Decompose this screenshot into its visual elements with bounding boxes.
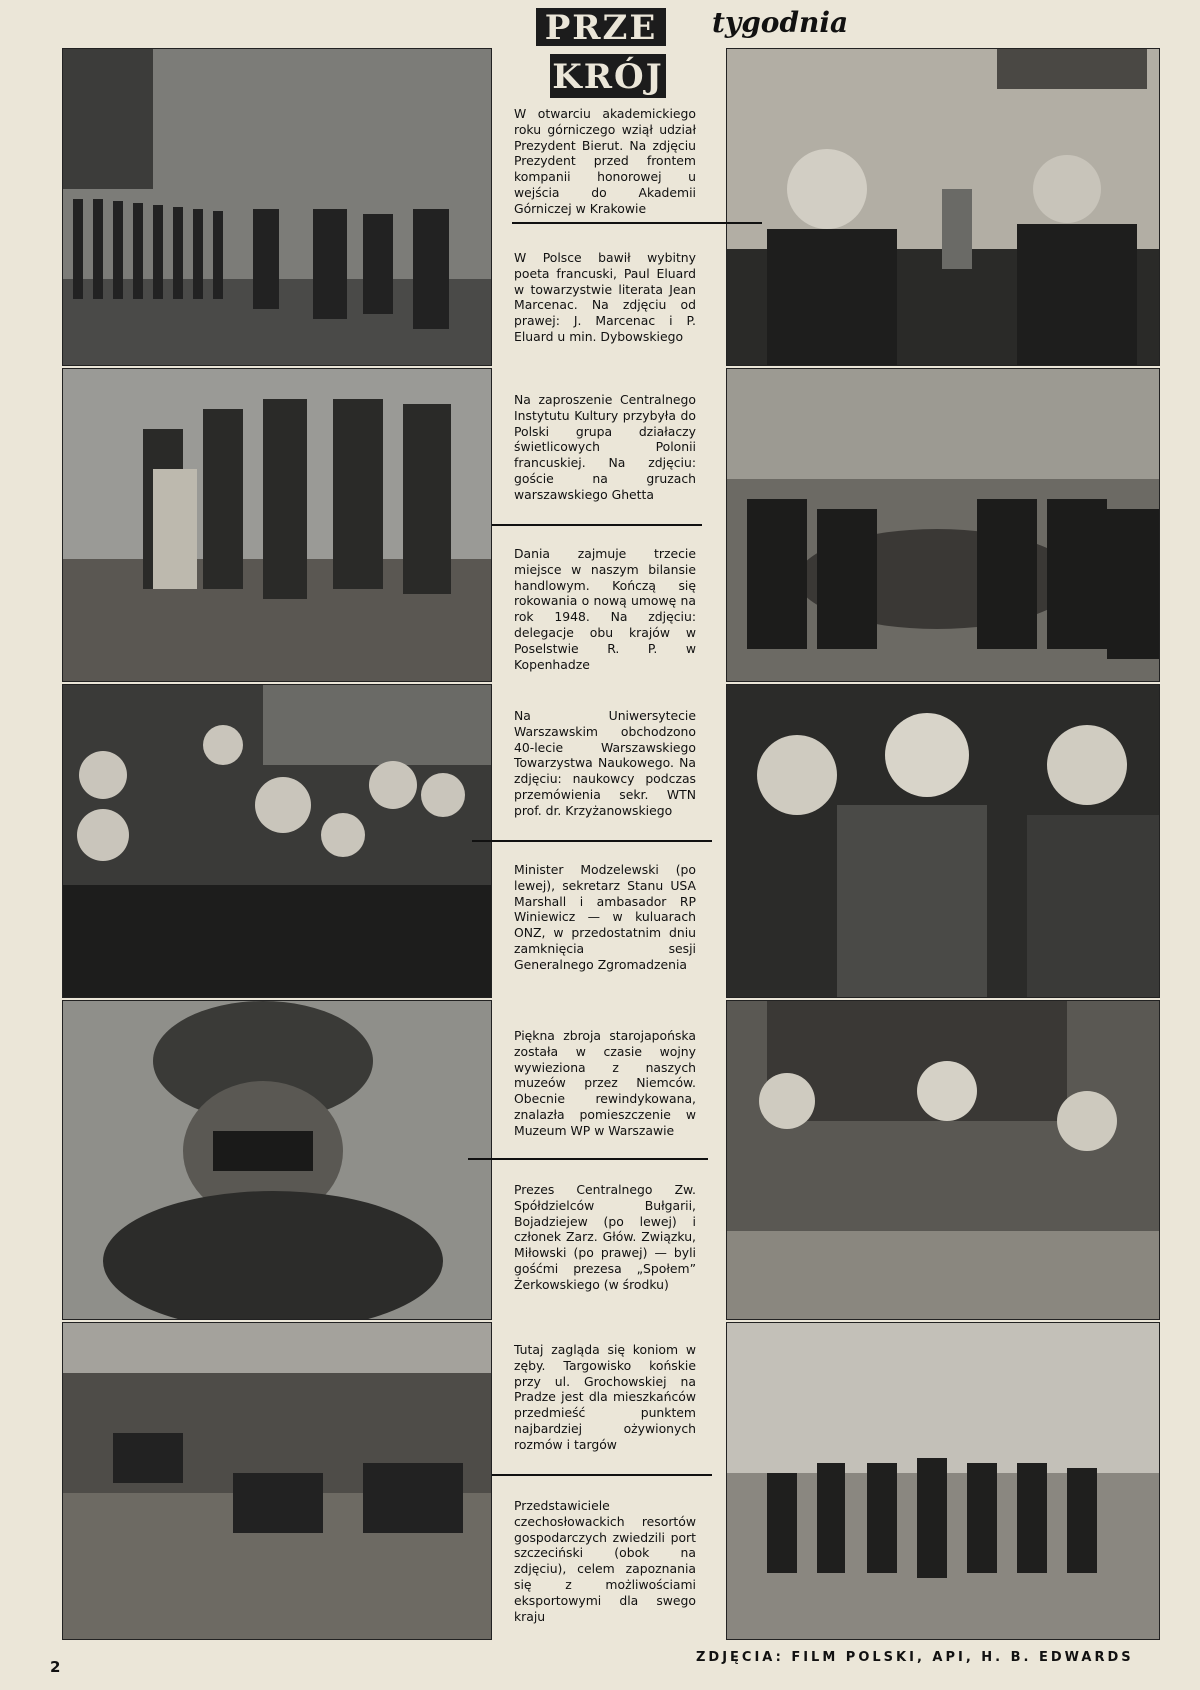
masthead-title: tygodnia: [712, 6, 849, 39]
caption-dania: Dania zajmuje trzecie miejsce w naszym bilansie handlowym. Kończą się rokowania o nową umowę na rok 1948. Na zdjęciu: delegacje obu krajów w Poselstwie R. P. w Kopenhadze: [514, 546, 696, 672]
separator-rule: [492, 1474, 712, 1476]
photo-horse-market: [62, 1322, 492, 1640]
separator-rule: [472, 840, 712, 842]
caption-szczecin: Przedstawiciele czechosłowackich resortów gospodarczych zwiedzili port szczeciński (obok na zdjęciu), celem zapoznania się z możliwościami eksportowymi dla swego kraju: [514, 1498, 696, 1624]
caption-polonia: Na zaproszenie Centralnego Instytutu Kultury przybyła do Polski grupa działaczy świetlicowych Polonii francuskiej. Na zdjęciu: goście na gruzach warszawskiego Ghetta: [514, 392, 696, 502]
page-number: 2: [50, 1658, 61, 1676]
separator-rule: [468, 1158, 708, 1160]
logo-bottom: KRÓJ: [550, 54, 666, 98]
caption-zbroja: Piękna zbroja starojapońska została w czasie wojny wywieziona z naszych muzeów przez Niemców. Obecnie rewindykowana, znalazła pomieszczenie w Muzeum WP w Warszawie: [514, 1028, 696, 1138]
photo-warsaw-ghetto-ruins: [62, 368, 492, 682]
caption-targowisko: Tutaj zagląda się koniom w zęby. Targowisko końskie przy ul. Grochowskiej na Pradze jest dla mieszkańców przedmieść punktem najbardziej ożywionych rozmów i targów: [514, 1342, 696, 1452]
photo-honor-guard: [62, 48, 492, 366]
photo-spolem-meeting: [726, 1000, 1160, 1320]
photo-credits: ZDJĘCIA: FILM POLSKI, API, H. B. EDWARDS: [696, 1650, 1134, 1665]
logo-top: PRZE: [536, 8, 666, 46]
caption-bierut: W otwarciu akademickiego roku górniczego wziął udział Prezydent Bierut. Na zdjęciu Prezydent przed frontem kompanii honorowej u wejścia do Akademii Górniczej w Krakowie: [514, 106, 696, 216]
photo-szczecin-port: [726, 1322, 1160, 1640]
caption-uniwersytet: Na Uniwersytecie Warszawskim obchodzono 40-lecie Warszawskiego Towarzystwa Naukowego. Na zdjęciu: naukowcy podczas przemówienia sekr. WTN prof. dr. Krzyżanowskiego: [514, 708, 696, 818]
photo-modzelewski-marshall: [726, 684, 1160, 998]
caption-eluard: W Polsce bawił wybitny poeta francuski, Paul Eluard w towarzystwie literata Jean Marcenac. Na zdjęciu od prawej: J. Marcenac i P. Eluard u min. Dybowskiego: [514, 250, 696, 344]
photo-eluard-marcenac: [726, 48, 1160, 366]
separator-rule: [512, 222, 762, 224]
separator-rule: [492, 524, 702, 526]
photo-samurai-armor: [62, 1000, 492, 1320]
photo-copenhagen-delegations: [726, 368, 1160, 682]
caption-spolem: Prezes Centralnego Zw. Spółdzielców Bułgarii, Bojadziejew (po lewej) i członek Zarz. Głów. Związku, Miłowski (po prawej) — byli gośćmi prezesa „Społem” Żerkowskiego (w środku): [514, 1182, 696, 1292]
photo-scientists-audience: [62, 684, 492, 998]
caption-column: [462, 40, 730, 1624]
caption-modzelewski: Minister Modzelewski (po lewej), sekretarz Stanu USA Marshall i ambasador RP Winiewicz — w kuluarach ONZ, w przedostatnim dniu zamknięcia sesji Generalnego Zgromadzenia: [514, 862, 696, 972]
